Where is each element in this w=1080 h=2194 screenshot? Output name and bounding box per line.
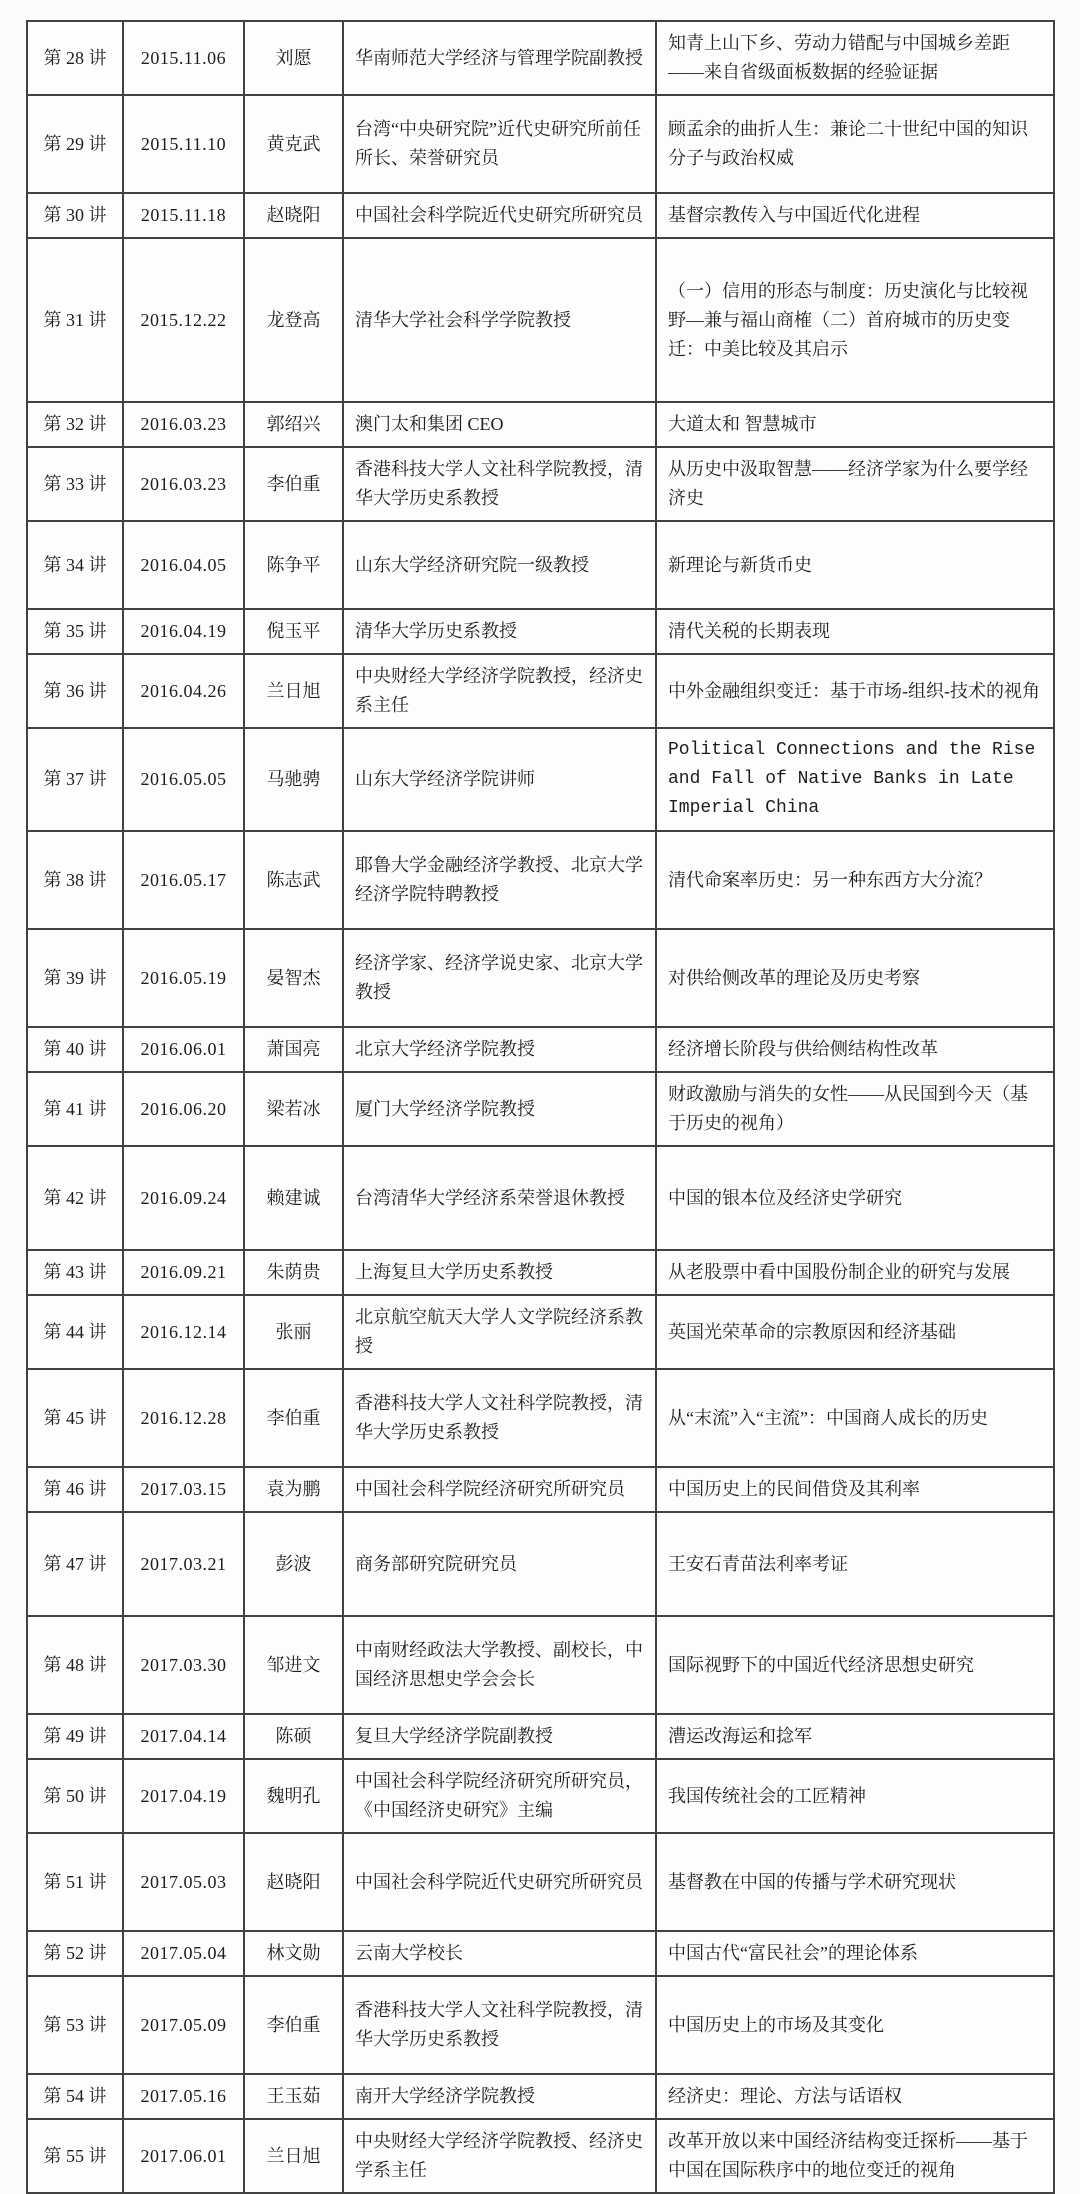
- table-row: [27, 402, 1054, 447]
- lecture-number-cell: 第 31 讲: [27, 238, 123, 402]
- lecture-date-cell: 2017.05.09: [123, 1976, 244, 2074]
- table-row: [27, 1295, 1054, 1369]
- lecture-title-cell: 中国历史上的民间借贷及其利率: [656, 1467, 1054, 1512]
- table-row: [27, 1072, 1054, 1146]
- lecture-number-cell: 第 46 讲: [27, 1467, 123, 1512]
- affiliation-cell: 复旦大学经济学院副教授: [343, 1714, 656, 1759]
- affiliation-cell: 中央财经大学经济学院教授，经济史系主任: [343, 654, 656, 728]
- lecture-title-cell: Political Connections and the Rise and Fall of Native Banks in Late Imperial China: [656, 728, 1054, 831]
- lecture-title-cell: 国际视野下的中国近代经济思想史研究: [656, 1616, 1054, 1714]
- speaker-name-cell: 朱荫贵: [244, 1250, 343, 1295]
- lecture-number-cell: 第 43 讲: [27, 1250, 123, 1295]
- lecture-title-cell: 基督宗教传入与中国近代化进程: [656, 193, 1054, 238]
- lecture-title-cell: （一）信用的形态与制度：历史演化与比较视野—兼与福山商榷（二）首府城市的历史变迁：中美比较及其启示: [656, 238, 1054, 402]
- lecture-date-cell: 2016.03.23: [123, 447, 244, 521]
- lecture-number-cell: 第 50 讲: [27, 1759, 123, 1833]
- affiliation-cell: 北京航空航天大学人文学院经济系教授: [343, 1295, 656, 1369]
- table-row: [27, 95, 1054, 193]
- lecture-date-cell: 2016.12.28: [123, 1369, 244, 1467]
- lecture-number-cell: 第 38 讲: [27, 831, 123, 929]
- table-row: [27, 21, 1054, 95]
- speaker-name-cell: 陈争平: [244, 521, 343, 609]
- speaker-name-cell: 魏明孔: [244, 1759, 343, 1833]
- lecture-title-cell: 从历史中汲取智慧——经济学家为什么要学经济史: [656, 447, 1054, 521]
- affiliation-cell: 香港科技大学人文社科学院教授，清华大学历史系教授: [343, 447, 656, 521]
- lecture-number-cell: 第 36 讲: [27, 654, 123, 728]
- lecture-date-cell: 2017.05.16: [123, 2074, 244, 2119]
- affiliation-cell: 云南大学校长: [343, 1931, 656, 1976]
- lecture-number-cell: 第 51 讲: [27, 1833, 123, 1931]
- affiliation-cell: 上海复旦大学历史系教授: [343, 1250, 656, 1295]
- table-row: [27, 609, 1054, 654]
- speaker-name-cell: 龙登高: [244, 238, 343, 402]
- lecture-date-cell: 2017.04.14: [123, 1714, 244, 1759]
- lecture-date-cell: 2017.03.30: [123, 1616, 244, 1714]
- speaker-name-cell: 赖建诚: [244, 1146, 343, 1250]
- speaker-name-cell: 林文勋: [244, 1931, 343, 1976]
- speaker-name-cell: 马驰骋: [244, 728, 343, 831]
- table-row: [27, 1759, 1054, 1833]
- lecture-date-cell: 2016.05.17: [123, 831, 244, 929]
- table-row: [27, 1616, 1054, 1714]
- speaker-name-cell: 陈志武: [244, 831, 343, 929]
- lecture-date-cell: 2017.05.03: [123, 1833, 244, 1931]
- table-row: [27, 1931, 1054, 1976]
- lecture-date-cell: 2016.04.05: [123, 521, 244, 609]
- affiliation-cell: 商务部研究院研究员: [343, 1512, 656, 1616]
- lecture-date-cell: 2016.03.23: [123, 402, 244, 447]
- lecture-title-cell: 经济史：理论、方法与话语权: [656, 2074, 1054, 2119]
- speaker-name-cell: 王玉茹: [244, 2074, 343, 2119]
- table-row: [27, 2074, 1054, 2119]
- table-row: [27, 1146, 1054, 1250]
- affiliation-cell: 澳门太和集团 CEO: [343, 402, 656, 447]
- lecture-number-cell: 第 33 讲: [27, 447, 123, 521]
- lecture-date-cell: 2016.04.26: [123, 654, 244, 728]
- lecture-title-cell: 改革开放以来中国经济结构变迁探析——基于中国在国际秩序中的地位变迁的视角: [656, 2119, 1054, 2193]
- table-row: [27, 654, 1054, 728]
- speaker-name-cell: 彭波: [244, 1512, 343, 1616]
- speaker-name-cell: 晏智杰: [244, 929, 343, 1027]
- table-row: [27, 1714, 1054, 1759]
- lecture-title-cell: 中国的银本位及经济史学研究: [656, 1146, 1054, 1250]
- speaker-name-cell: 刘愿: [244, 21, 343, 95]
- affiliation-cell: 经济学家、经济学说史家、北京大学教授: [343, 929, 656, 1027]
- lecture-date-cell: 2016.09.21: [123, 1250, 244, 1295]
- lecture-date-cell: 2016.04.19: [123, 609, 244, 654]
- affiliation-cell: 香港科技大学人文社科学院教授，清华大学历史系教授: [343, 1976, 656, 2074]
- lecture-number-cell: 第 53 讲: [27, 1976, 123, 2074]
- table-row: [27, 1467, 1054, 1512]
- lecture-number-cell: 第 55 讲: [27, 2119, 123, 2193]
- affiliation-cell: 北京大学经济学院教授: [343, 1027, 656, 1072]
- lecture-title-cell: 新理论与新货币史: [656, 521, 1054, 609]
- lecture-date-cell: 2015.11.06: [123, 21, 244, 95]
- lecture-number-cell: 第 52 讲: [27, 1931, 123, 1976]
- lecture-number-cell: 第 48 讲: [27, 1616, 123, 1714]
- affiliation-cell: 山东大学经济研究院一级教授: [343, 521, 656, 609]
- lecture-title-cell: 知青上山下乡、劳动力错配与中国城乡差距——来自省级面板数据的经验证据: [656, 21, 1054, 95]
- table-row: [27, 831, 1054, 929]
- speaker-name-cell: 赵晓阳: [244, 1833, 343, 1931]
- lecture-number-cell: 第 34 讲: [27, 521, 123, 609]
- lecture-title-cell: 中国历史上的市场及其变化: [656, 1976, 1054, 2074]
- lecture-date-cell: 2016.05.19: [123, 929, 244, 1027]
- affiliation-cell: 厦门大学经济学院教授: [343, 1072, 656, 1146]
- lecture-date-cell: 2016.06.20: [123, 1072, 244, 1146]
- lecture-number-cell: 第 40 讲: [27, 1027, 123, 1072]
- lecture-date-cell: 2015.12.22: [123, 238, 244, 402]
- lecture-date-cell: 2016.06.01: [123, 1027, 244, 1072]
- affiliation-cell: 台湾“中央研究院”近代史研究所前任所长、荣誉研究员: [343, 95, 656, 193]
- lecture-number-cell: 第 35 讲: [27, 609, 123, 654]
- table-row: [27, 728, 1054, 831]
- table-row: [27, 2119, 1054, 2193]
- table-row: [27, 929, 1054, 1027]
- lecture-number-cell: 第 54 讲: [27, 2074, 123, 2119]
- lecture-title-cell: 漕运改海运和捻军: [656, 1714, 1054, 1759]
- affiliation-cell: 中南财经政法大学教授、副校长，中国经济思想史学会会长: [343, 1616, 656, 1714]
- lecture-number-cell: 第 44 讲: [27, 1295, 123, 1369]
- lecture-table-body: [27, 21, 1054, 2193]
- affiliation-cell: 香港科技大学人文社科学院教授，清华大学历史系教授: [343, 1369, 656, 1467]
- table-row: [27, 447, 1054, 521]
- affiliation-cell: 清华大学历史系教授: [343, 609, 656, 654]
- affiliation-cell: 中国社会科学院经济研究所研究员: [343, 1467, 656, 1512]
- affiliation-cell: 中国社会科学院经济研究所研究员，《中国经济史研究》主编: [343, 1759, 656, 1833]
- lecture-title-cell: 基督教在中国的传播与学术研究现状: [656, 1833, 1054, 1931]
- lecture-title-cell: 对供给侧改革的理论及历史考察: [656, 929, 1054, 1027]
- speaker-name-cell: 兰日旭: [244, 654, 343, 728]
- speaker-name-cell: 袁为鹏: [244, 1467, 343, 1512]
- lecture-date-cell: 2016.12.14: [123, 1295, 244, 1369]
- lecture-title-cell: 中外金融组织变迁：基于市场-组织-技术的视角: [656, 654, 1054, 728]
- lecture-number-cell: 第 29 讲: [27, 95, 123, 193]
- lecture-number-cell: 第 41 讲: [27, 1072, 123, 1146]
- speaker-name-cell: 李伯重: [244, 1369, 343, 1467]
- affiliation-cell: 耶鲁大学金融经济学教授、北京大学经济学院特聘教授: [343, 831, 656, 929]
- lecture-title-cell: 经济增长阶段与供给侧结构性改革: [656, 1027, 1054, 1072]
- lecture-number-cell: 第 28 讲: [27, 21, 123, 95]
- affiliation-cell: 中国社会科学院近代史研究所研究员: [343, 193, 656, 238]
- lecture-date-cell: 2017.03.21: [123, 1512, 244, 1616]
- table-row: [27, 1833, 1054, 1931]
- lecture-number-cell: 第 47 讲: [27, 1512, 123, 1616]
- lecture-date-cell: 2015.11.18: [123, 193, 244, 238]
- speaker-name-cell: 李伯重: [244, 1976, 343, 2074]
- table-row: [27, 193, 1054, 238]
- lecture-title-cell: 财政激励与消失的女性——从民国到今天（基于历史的视角）: [656, 1072, 1054, 1146]
- lecture-title-cell: 清代关税的长期表现: [656, 609, 1054, 654]
- speaker-name-cell: 赵晓阳: [244, 193, 343, 238]
- lecture-title-cell: 英国光荣革命的宗教原因和经济基础: [656, 1295, 1054, 1369]
- speaker-name-cell: 郭绍兴: [244, 402, 343, 447]
- speaker-name-cell: 邹进文: [244, 1616, 343, 1714]
- table-row: [27, 1027, 1054, 1072]
- affiliation-cell: 台湾清华大学经济系荣誉退休教授: [343, 1146, 656, 1250]
- lecture-series-table: [26, 20, 1055, 2194]
- speaker-name-cell: 李伯重: [244, 447, 343, 521]
- lecture-number-cell: 第 32 讲: [27, 402, 123, 447]
- table-row: [27, 521, 1054, 609]
- lecture-number-cell: 第 30 讲: [27, 193, 123, 238]
- lecture-title-cell: 我国传统社会的工匠精神: [656, 1759, 1054, 1833]
- lecture-title-cell: 清代命案率历史：另一种东西方大分流？: [656, 831, 1054, 929]
- lecture-title-cell: 从老股票中看中国股份制企业的研究与发展: [656, 1250, 1054, 1295]
- table-row: [27, 1369, 1054, 1467]
- speaker-name-cell: 兰日旭: [244, 2119, 343, 2193]
- lecture-number-cell: 第 37 讲: [27, 728, 123, 831]
- lecture-title-cell: 中国古代“富民社会”的理论体系: [656, 1931, 1054, 1976]
- affiliation-cell: 清华大学社会科学学院教授: [343, 238, 656, 402]
- table-row: [27, 1512, 1054, 1616]
- table-row: [27, 238, 1054, 402]
- speaker-name-cell: 倪玉平: [244, 609, 343, 654]
- lecture-title-cell: 从“末流”入“主流”：中国商人成长的历史: [656, 1369, 1054, 1467]
- lecture-date-cell: 2017.05.04: [123, 1931, 244, 1976]
- lecture-title-cell: 大道太和 智慧城市: [656, 402, 1054, 447]
- speaker-name-cell: 张丽: [244, 1295, 343, 1369]
- lecture-number-cell: 第 49 讲: [27, 1714, 123, 1759]
- lecture-date-cell: 2017.03.15: [123, 1467, 244, 1512]
- lecture-title-cell: 王安石青苗法利率考证: [656, 1512, 1054, 1616]
- lecture-date-cell: 2016.09.24: [123, 1146, 244, 1250]
- affiliation-cell: 南开大学经济学院教授: [343, 2074, 656, 2119]
- lecture-date-cell: 2017.06.01: [123, 2119, 244, 2193]
- table-row: [27, 1976, 1054, 2074]
- lecture-number-cell: 第 39 讲: [27, 929, 123, 1027]
- speaker-name-cell: 陈硕: [244, 1714, 343, 1759]
- lecture-date-cell: 2015.11.10: [123, 95, 244, 193]
- affiliation-cell: 中国社会科学院近代史研究所研究员: [343, 1833, 656, 1931]
- lecture-date-cell: 2016.05.05: [123, 728, 244, 831]
- speaker-name-cell: 梁若冰: [244, 1072, 343, 1146]
- lecture-title-cell: 顾孟余的曲折人生：兼论二十世纪中国的知识分子与政治权威: [656, 95, 1054, 193]
- lecture-date-cell: 2017.04.19: [123, 1759, 244, 1833]
- lecture-number-cell: 第 42 讲: [27, 1146, 123, 1250]
- affiliation-cell: 中央财经大学经济学院教授、经济史学系主任: [343, 2119, 656, 2193]
- speaker-name-cell: 萧国亮: [244, 1027, 343, 1072]
- affiliation-cell: 华南师范大学经济与管理学院副教授: [343, 21, 656, 95]
- speaker-name-cell: 黄克武: [244, 95, 343, 193]
- table-row: [27, 1250, 1054, 1295]
- affiliation-cell: 山东大学经济学院讲师: [343, 728, 656, 831]
- lecture-number-cell: 第 45 讲: [27, 1369, 123, 1467]
